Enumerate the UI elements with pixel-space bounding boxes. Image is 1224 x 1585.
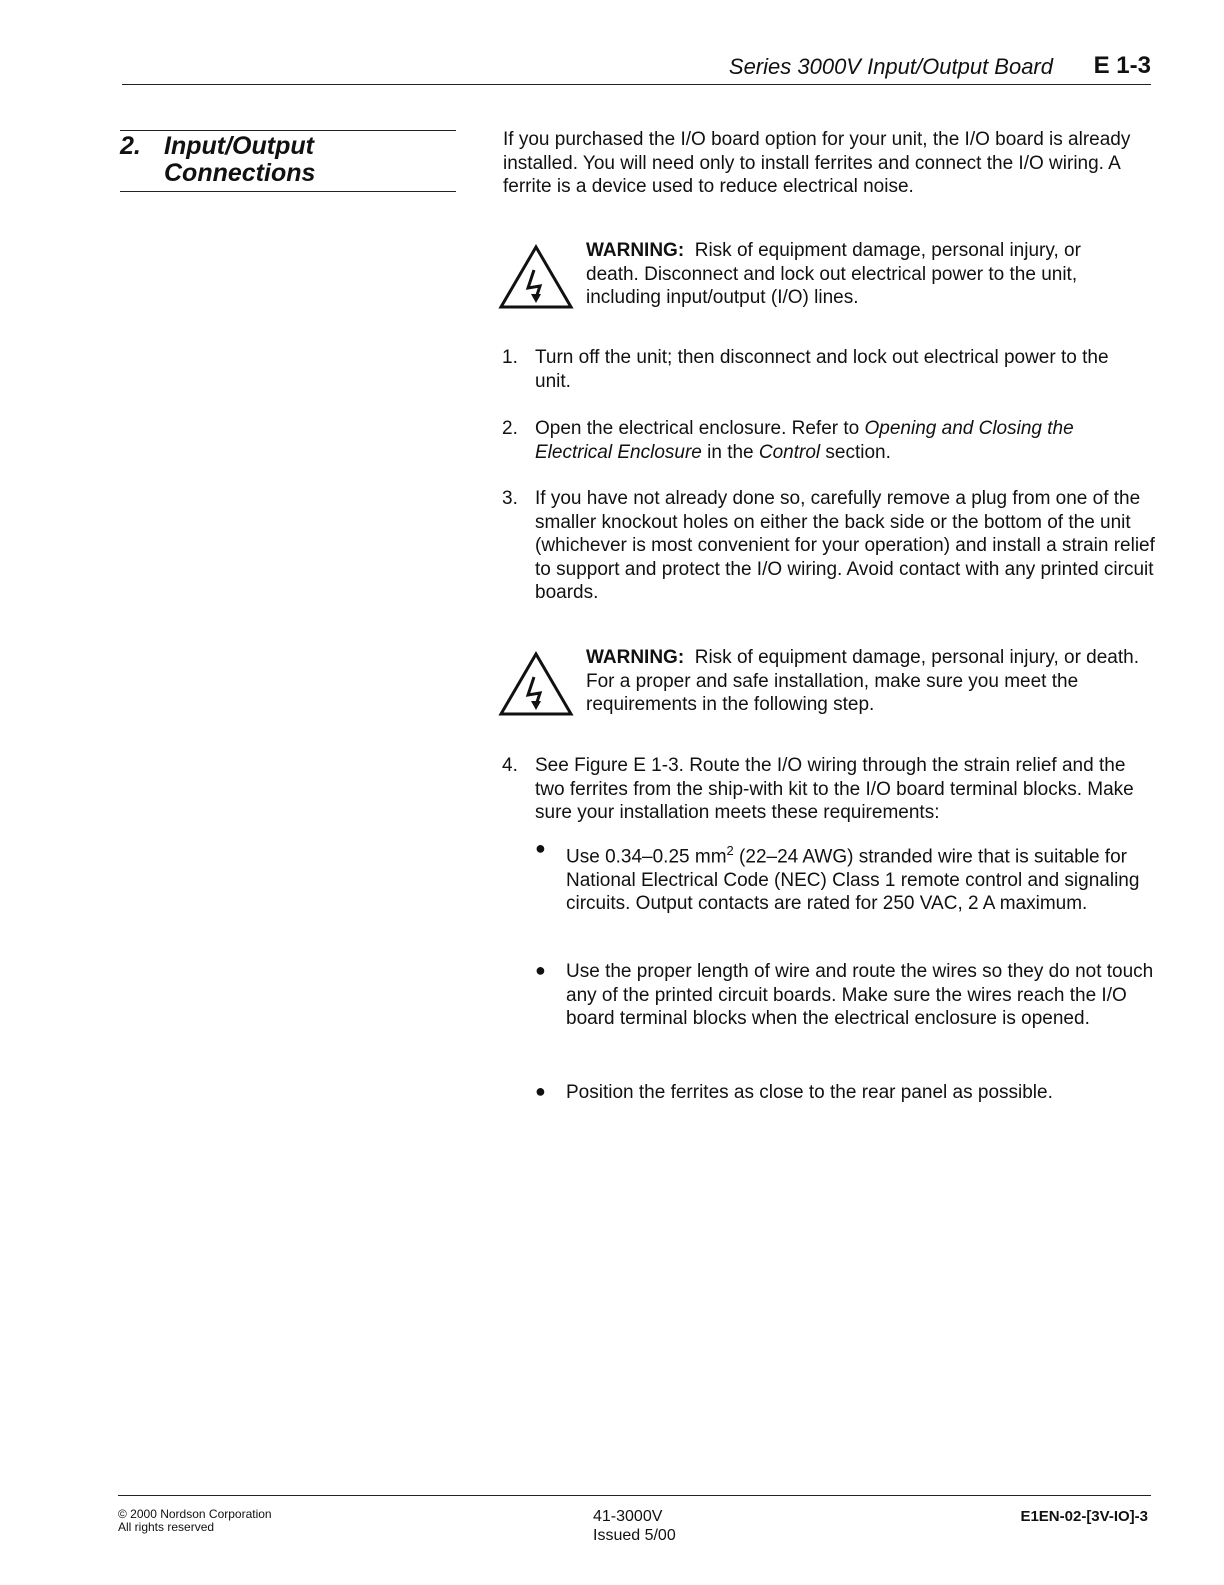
warning-2-label: WARNING:: [586, 647, 685, 668]
section-number: 2.: [120, 132, 141, 160]
bullet-1-text: Use 0.34–0.25 $mm^2$ (22–24 AWG) stranded wire that is suitable for National Electrical Code (NEC) Class 1 remote control and signaling circuits. Output contacts are rated for 250 VAC, 2 A maximum.: [566, 843, 1140, 915]
bullet-2-text: Use the proper length of wire and route the wires so they do not touch any of the printed circuit boards. Make sure the wires reach the I/O board terminal blocks when the electrical enclosure is opened.: [566, 961, 1154, 1029]
warning-1: [586, 239, 1126, 310]
warning-triangle-lightning-icon: [498, 244, 574, 310]
warning-2: [586, 646, 1156, 717]
bullet-3-text: Position the ferrites as close to the rear panel as possible.: [566, 1082, 1053, 1103]
section-heading: [120, 130, 456, 192]
intro-paragraph: If you purchased the I/O board option for your unit, the I/O board is already installed. You will need only to install ferrites and connect the I/O wiring. A ferrite is a device used to reduce electrical noise.: [503, 129, 1131, 197]
step-1-text: Turn off the unit; then disconnect and lock out electrical power to the unit.: [535, 347, 1109, 392]
step-3-number: 3.: [502, 488, 518, 509]
footer-rights: All rights reserved: [118, 1520, 215, 1534]
warning-1-text: Risk of equipment damage, personal injury, or death. Disconnect and lock out electrical power to the unit, including input/output (I/O) lines.: [586, 240, 1081, 308]
warning-triangle-lightning-icon: [498, 651, 574, 717]
footer-issued: Issued 5/00: [593, 1527, 676, 1544]
page-header: [122, 52, 1151, 85]
footer-divider: [118, 1495, 1151, 1496]
bullet-dot-icon: ●: [535, 960, 546, 980]
footer-copyright-block: [118, 1508, 272, 1534]
footer-doc-block: [593, 1507, 676, 1545]
bullet-dot-icon: ●: [535, 838, 546, 858]
step-3-text: If you have not already done so, carefully remove a plug from one of the smaller knockout holes on either the back side or the bottom of the unit (whichever is most convenient for your operation) and install a strain relief to support and protect the I/O wiring. Avoid contact with any printed circuit boards.: [535, 488, 1155, 603]
step-4-number: 4.: [502, 755, 518, 776]
page-number: E 1-3: [1093, 52, 1151, 79]
step-2-number: 2.: [502, 418, 518, 439]
step-4-text: See Figure E 1-3. Route the I/O wiring through the strain relief and the two ferrites from the ship-with kit to the I/O board terminal blocks. Make sure your installation meets these requirements:: [535, 755, 1134, 823]
warning-2-text: Risk of equipment damage, personal injury, or death. For a proper and safe installation, make sure you meet the requirements in the following step.: [586, 647, 1140, 715]
section-title-line1: Input/Output: [164, 132, 314, 160]
warning-1-label: WARNING:: [586, 240, 685, 261]
section-title-line2: Connections: [164, 159, 316, 187]
step-1-number: 1.: [502, 347, 518, 368]
header-title: Series 3000V Input/Output Board: [728, 54, 1053, 79]
footer-code: E1EN-02-[3V-IO]-3: [1020, 1508, 1148, 1525]
step-2-section-reference: Control: [758, 441, 821, 463]
step-2-text: Open the electrical enclosure. Refer to Opening and Closing the Electrical Enclosure in the Control section.: [535, 418, 1074, 463]
bullet-dot-icon: ●: [535, 1081, 546, 1101]
step-2-reference: Opening and Closing the Electrical Enclosure: [535, 418, 1074, 463]
footer-copyright: © 2000 Nordson Corporation: [118, 1507, 272, 1521]
footer-doc-number: 41-3000V: [593, 1508, 663, 1525]
